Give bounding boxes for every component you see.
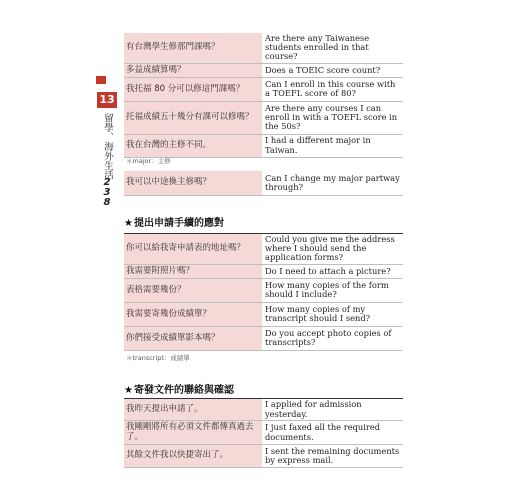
phrase-en: How many copies of my transcript should I send?: [262, 302, 403, 326]
phrase-table-documents: [124, 398, 403, 468]
phrase-zh: 我剛剛將所有必須文件都傳真過去了。: [124, 421, 262, 445]
section-heading: [124, 381, 234, 396]
table-row: [124, 234, 403, 265]
table-row: [124, 171, 403, 195]
phrase-en: I just faxed all the required documents.: [262, 421, 403, 445]
table-row: [124, 101, 403, 134]
phrase-table-major: [124, 171, 403, 196]
phrase-en: Are there any Taiwanese students enrolled in that course?: [262, 33, 403, 63]
table-row: [124, 264, 403, 278]
section-heading: [124, 214, 224, 229]
phrase-en: Do I need to attach a picture?: [262, 264, 403, 278]
phrase-zh: 我需要附照片嗎？: [124, 264, 262, 278]
phrase-table-application: [124, 233, 403, 351]
phrase-zh: 你們接受成績單影本嗎？: [124, 326, 262, 350]
table-row: [124, 278, 403, 302]
vocab-note: ＊transcript：成績單: [126, 354, 190, 362]
star-icon: ★: [124, 385, 133, 396]
phrase-zh: 托福成績五十幾分有課可以修嗎？: [124, 101, 262, 134]
phrase-table-courses: [124, 33, 403, 158]
phrase-en: How many copies of the form should I include?: [262, 278, 403, 302]
phrase-zh: 有台灣學生修那門課嗎？: [124, 33, 262, 63]
phrase-en: Can I change my major partway through?: [262, 171, 403, 195]
chapter-tab-marker: [96, 76, 106, 84]
phrase-en: Could you give me the address where I should send the application forms?: [262, 234, 403, 265]
phrase-en: Are there any courses I can enroll in with a TOEFL score in the 50s?: [262, 101, 403, 134]
page-number-digit: 8: [103, 197, 111, 208]
phrase-zh: 我可以中途換主修嗎？: [124, 171, 262, 195]
section-heading-text: 寄發文件的聯絡與確認: [133, 385, 234, 396]
page-number-digit: 2: [103, 177, 111, 188]
chapter-title: 留學、海外生活: [102, 113, 113, 180]
phrase-zh: 其餘文件我以快捷寄出了。: [124, 445, 262, 468]
page-number: [101, 178, 113, 208]
table-row: [124, 33, 403, 63]
phrase-zh: 我需要寄幾份成績單？: [124, 302, 262, 326]
phrase-zh: 我托福 80 分可以修這門課嗎？: [124, 77, 262, 101]
table-row: [124, 302, 403, 326]
table-row: [124, 445, 403, 468]
section-heading-text: 提出申請手續的應對: [133, 218, 224, 229]
phrase-zh: 我昨天提出申請了。: [124, 399, 262, 421]
star-icon: ★: [124, 218, 133, 229]
phrase-zh: 多益成績算嗎？: [124, 63, 262, 77]
phrase-zh: 你可以給我寄申請表的地址嗎？: [124, 234, 262, 265]
table-row: [124, 399, 403, 421]
phrase-en: I had a different major in Taiwan.: [262, 134, 403, 157]
table-row: [124, 63, 403, 77]
table-row: [124, 134, 403, 157]
vocab-note: ＊major：主修: [126, 157, 171, 165]
table-row: [124, 326, 403, 350]
table-row: [124, 77, 403, 101]
chapter-number: 13: [97, 92, 117, 108]
phrase-zh: 表格需要幾份？: [124, 278, 262, 302]
phrase-en: I sent the remaining documents by express mail.: [262, 445, 403, 468]
page-number-digit: 3: [103, 187, 111, 198]
phrase-en: Can I enroll in this course with a TOEFL score of 80?: [262, 77, 403, 101]
phrase-en: I applied for admission yesterday.: [262, 399, 403, 421]
phrase-en: Does a TOEIC score count?: [262, 63, 403, 77]
table-row: [124, 421, 403, 445]
phrase-zh: 我在台灣的主修不同。: [124, 134, 262, 157]
phrase-en: Do you accept photo copies of transcripts?: [262, 326, 403, 350]
